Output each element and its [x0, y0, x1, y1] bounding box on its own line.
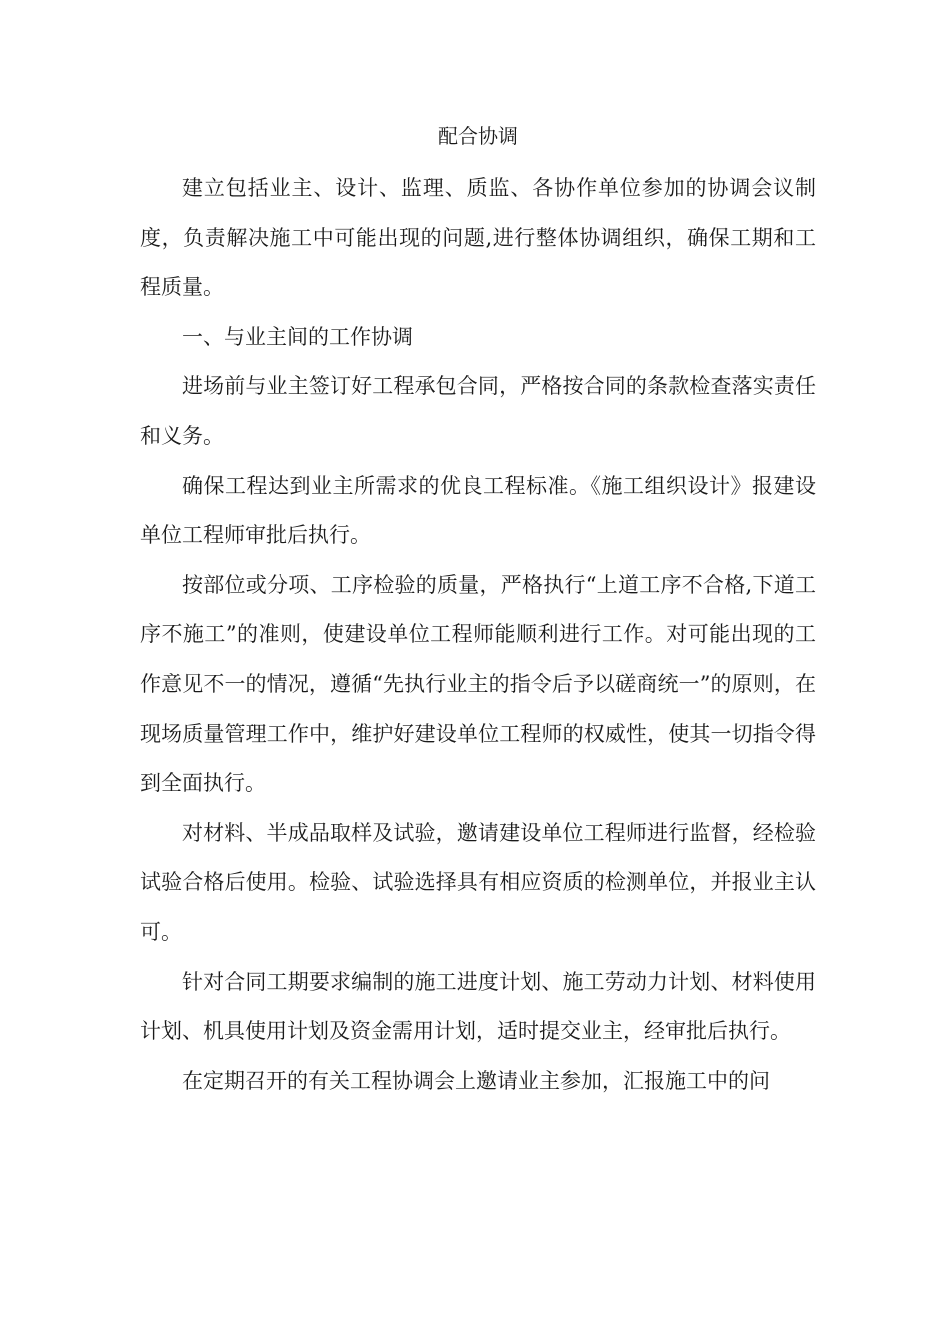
- paragraph-3: 确保工程达到业主所需求的优良工程标准。《施工组织设计》报建设单位工程师审批后执行。: [140, 473, 816, 548]
- section-heading: 一、与业主间的工作协调: [182, 324, 413, 349]
- paragraph-7: 在定期召开的有关工程协调会上邀请业主参加，汇报施工中的问: [182, 1068, 770, 1093]
- paragraph-1: 建立包括业主、设计、监理、质监、各协作单位参加的协调会议制度，负责解决施工中可能出现的问题,进行整体协调组织，确保工期和工程质量。: [140, 176, 816, 300]
- document-body: [140, 116, 816, 1106]
- paragraph-6: 针对合同工期要求编制的施工进度计划、施工劳动力计划、材料使用计划、机具使用计划及资金需用计划，适时提交业主，经审批后执行。: [140, 969, 816, 1044]
- paragraph-5: 对材料、半成品取样及试验，邀请建设单位工程师进行监督，经检验试验合格后使用。检验、试验选择具有相应资质的检测单位，并报业主认可。: [140, 820, 816, 944]
- document-title: 配合协调: [438, 124, 518, 148]
- paragraph-2: 进场前与业主签订好工程承包合同，严格按合同的条款检查落实责任和义务。: [140, 374, 816, 448]
- paragraph-4: 按部位或分项、工序检验的质量，严格执行“上道工序不合格,下道工序不施工”的准则，使建设单位工程师能顺利进行工作。对可能出现的工作意见不一的情况，遵循“先执行业主的指令后予以磋商统一”的原则，在现场质量管理工作中，维护好建设单位工程师的权威性，使其一切指令得到全面执行。: [140, 572, 816, 796]
